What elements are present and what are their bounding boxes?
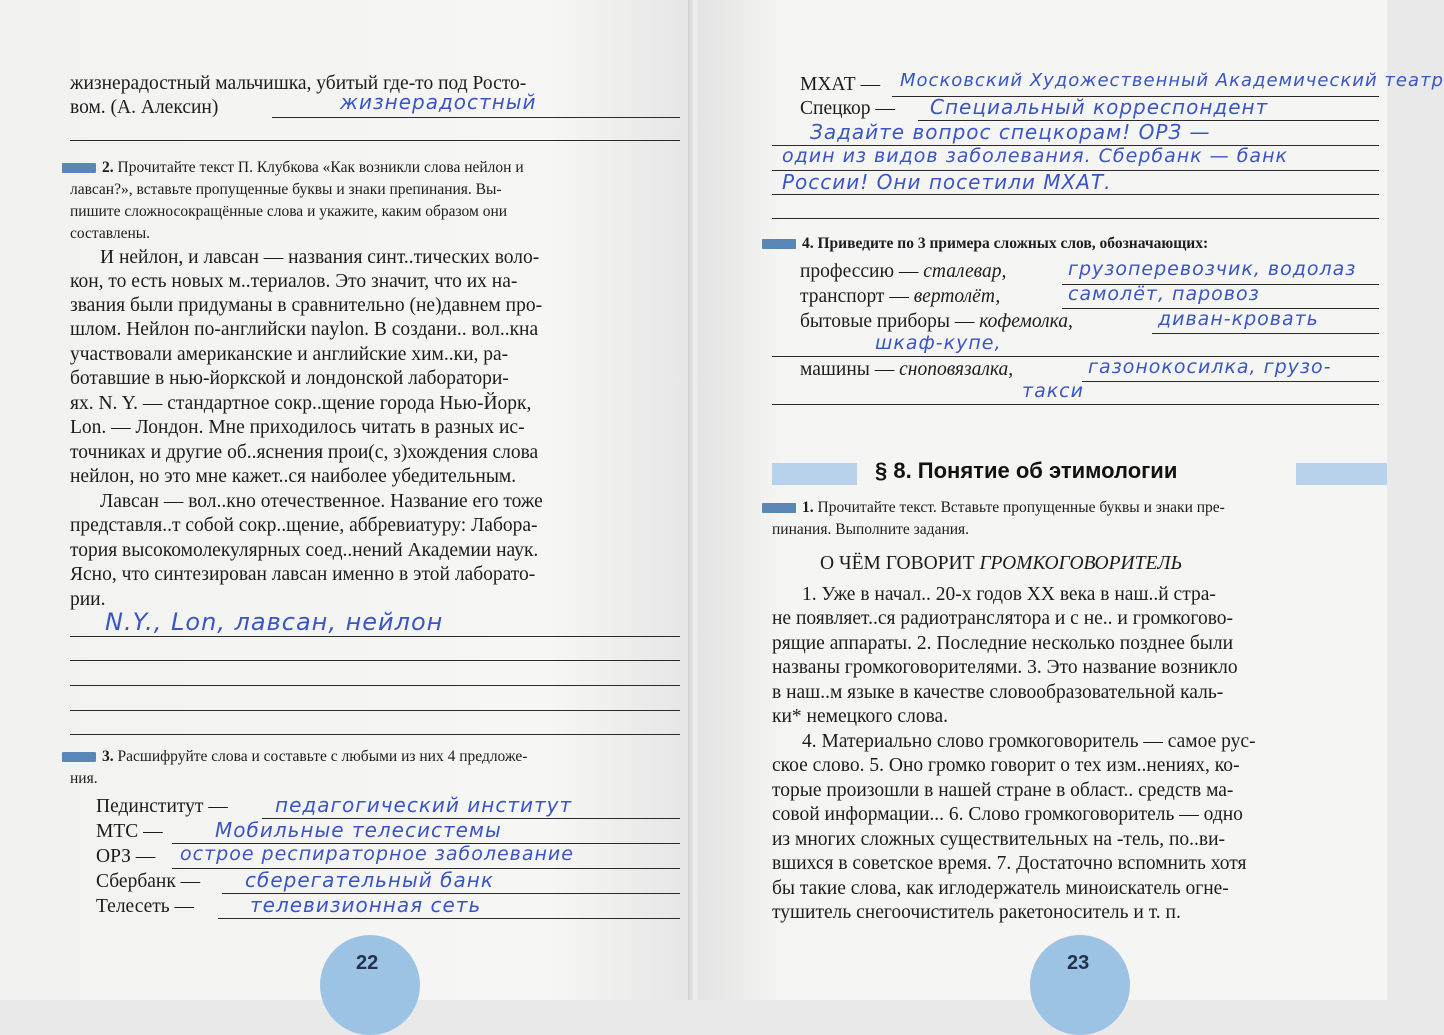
- answer-line: [772, 218, 1379, 219]
- text-line: кон, то есть новых м..териалов. Это значит, что их на-: [70, 271, 518, 292]
- page-number: 22: [356, 952, 379, 974]
- text-line: торые произошли в нашей стране в област.. средств ма-: [772, 780, 1234, 801]
- answer-line: [218, 918, 680, 919]
- task4-item: [800, 260, 1006, 285]
- text-line: звания были придуманы в сравнительно (не)давнем про-: [70, 295, 543, 316]
- answer-line: [70, 660, 680, 661]
- text-line: точниках и другие об..яснения прои(с, з)хождения слова: [70, 442, 539, 463]
- text-line: названы громкоговорителями. 3. Это название возникло: [772, 657, 1238, 678]
- text-line: ботавшие в нью-йоркской и лондонской лаборатори-: [70, 368, 509, 389]
- text-line: нейлон, но это мне кажет..ся наиболее убедительным.: [70, 466, 517, 487]
- text-line: тория высокомолекулярных соед..нений Академии наук.: [70, 540, 539, 561]
- task-text: составлены.: [70, 225, 151, 242]
- text-line: не появляет..ся радиотранслятора и с не.. и громкогово-: [772, 608, 1234, 629]
- task-text: лавсан?», вставьте пропущенные буквы и знаки препинания. Вы-: [70, 181, 502, 198]
- handwritten-answer: грузоперевозчик, водолаз: [1068, 258, 1357, 280]
- intro-line: вом. (А. Алексин): [70, 97, 219, 118]
- task-marker: [762, 239, 796, 249]
- task-text: пишите сложносокращённые слова и укажите, каким образом они: [70, 203, 508, 220]
- task-text: Расшифруйте слова и составьте с любыми из них 4 предложе-: [117, 748, 528, 765]
- text-line: рии.: [70, 589, 106, 610]
- answer-line: [70, 710, 680, 711]
- item-example: сталевар,: [923, 261, 1007, 282]
- text-line: совой информации... 6. Слово громкоговоритель — одно: [772, 804, 1243, 825]
- section-bar-left: [772, 463, 857, 485]
- handwritten-answer: России! Они посетили МХАТ.: [782, 170, 1112, 194]
- abbr-term: Телесеть —: [96, 896, 195, 917]
- abbr-term: ОРЗ —: [96, 846, 156, 867]
- item-example: вертолёт,: [913, 286, 1001, 307]
- page-number-circle: [1030, 935, 1130, 1035]
- text-title-italic: ГРОМКОГОВОРИТЕЛЬ: [979, 553, 1183, 574]
- text-line: в наш..м языке в качестве словообразовательной каль-: [772, 682, 1224, 703]
- answer-line: [1152, 333, 1379, 334]
- task-text: Приведите по 3 примера сложных слов, обозначающих:: [817, 235, 1209, 252]
- task3-heading: [62, 746, 527, 768]
- answer-line: [272, 117, 680, 118]
- answer-line: [70, 140, 680, 141]
- handwritten-answer: телевизионная сеть: [250, 893, 482, 917]
- task-text: Прочитайте текст. Вставьте пропущенные буквы и знаки пре-: [817, 499, 1225, 516]
- task-text: Прочитайте текст П. Клубкова «Как возникли слова нейлон и: [117, 159, 524, 176]
- task-marker: [62, 752, 96, 762]
- abbr-term: МТС —: [96, 821, 163, 842]
- task-number: 2.: [102, 159, 114, 176]
- text-line: вшихся в советское время. 7. Достаточно вспомнить хотя: [772, 853, 1247, 874]
- text-line: И нейлон, и лавсан — названия синт..тических воло-: [100, 247, 540, 268]
- handwritten-answer: сберегательный банк: [245, 868, 494, 892]
- handwritten-answer: один из видов заболевания. Сбербанк — банк: [782, 145, 1288, 167]
- handwritten-answer: Московский Художественный Академический театр: [900, 70, 1444, 91]
- answer-line: [772, 194, 1379, 195]
- item-label: машины —: [800, 359, 900, 380]
- text-line: участвовали американские и английские хим..ки, ра-: [70, 344, 509, 365]
- handwritten-answer: острое респираторное заболевание: [180, 843, 574, 865]
- handwritten-answer: N.Y., Lon, лавсан, нейлон: [105, 608, 444, 636]
- handwritten-answer: жизнерадостный: [340, 90, 537, 114]
- handwritten-answer: Специальный корреспондент: [930, 95, 1269, 119]
- item-label: профессию —: [800, 261, 924, 282]
- item-label: бытовые приборы —: [800, 311, 980, 332]
- section-bar-right: [1296, 463, 1387, 485]
- text-line: Лавсан — вол..кно отечественное. Название его тоже: [100, 491, 543, 512]
- task-number: 1.: [802, 499, 814, 516]
- answer-line: [70, 734, 680, 735]
- item-example: кофемолка,: [979, 311, 1073, 332]
- section-title: § 8. Понятие об этимологии: [875, 458, 1178, 483]
- text-title-plain: О ЧЁМ ГОВОРИТ: [820, 553, 980, 574]
- page-number-circle: [320, 935, 420, 1035]
- handwritten-answer: шкаф-купе,: [875, 332, 1002, 354]
- left-page: [0, 0, 690, 1000]
- task4-item: [800, 358, 1013, 383]
- handwritten-answer: Задайте вопрос спецкорам! ОРЗ —: [810, 120, 1211, 144]
- text-line: тушитель снегоочиститель ракетоноситель и т. п.: [772, 902, 1181, 923]
- item-example: сноповязалка,: [899, 359, 1014, 380]
- task-number: 3.: [102, 748, 114, 765]
- text-title: [820, 552, 1182, 577]
- task4-heading: [762, 233, 1208, 255]
- handwritten-answer: газонокосилка, грузо-: [1088, 356, 1332, 378]
- task-text: ния.: [70, 770, 98, 787]
- handwritten-answer: такси: [1022, 380, 1084, 402]
- text-line: ки* немецкого слова.: [772, 706, 949, 727]
- page-number: 23: [1067, 952, 1090, 974]
- text-line: из многих сложных существительных на -тель, по..ви-: [772, 829, 1226, 850]
- task2-heading: [62, 157, 524, 179]
- text-line: представля..т собой сокр..щение, аббревиатуру: Лабора-: [70, 515, 538, 536]
- item-label: транспорт —: [800, 286, 914, 307]
- task-number: 4.: [802, 235, 814, 252]
- task4-item: [800, 310, 1073, 335]
- right-page: [700, 0, 1444, 1000]
- task-text: пинания. Выполните задания.: [772, 521, 970, 538]
- task1-heading: [762, 497, 1225, 519]
- handwritten-answer: самолёт, паровоз: [1068, 283, 1260, 305]
- task-marker: [62, 163, 96, 173]
- intro-line: жизнерадостный мальчишка, убитый где-то под Росто-: [70, 73, 527, 94]
- abbr-term: Сбербанк —: [96, 871, 201, 892]
- text-line: бы такие слова, как иглодержатель миноискатель огне-: [772, 878, 1229, 899]
- handwritten-answer: диван-кровать: [1158, 308, 1319, 330]
- text-line: ях. N. Y. — стандартное сокр..щение города Нью-Йорк,: [70, 393, 532, 414]
- text-line: ское слово. 5. Оно громко говорит о тех изм..нениях, ко-: [772, 755, 1240, 776]
- task-marker: [762, 503, 796, 513]
- text-line: 1. Уже в начал.. 20-х годов XX века в наш..й стра-: [802, 584, 1216, 605]
- answer-line: [70, 636, 680, 637]
- handwritten-answer: Мобильные телесистемы: [215, 818, 502, 842]
- task4-item: [800, 285, 1000, 310]
- abbr-term: Спецкор —: [800, 98, 895, 119]
- abbr-term: Пединститут —: [96, 796, 228, 817]
- text-line: Lon. — Лондон. Мне приходилось читать в разных ис-: [70, 417, 525, 438]
- text-line: рящие аппараты. 2. Последние несколько позднее были: [772, 633, 1234, 654]
- text-line: 4. Материально слово громкоговоритель — самое рус-: [802, 731, 1256, 752]
- handwritten-answer: педагогический институт: [275, 793, 573, 817]
- answer-line: [70, 685, 680, 686]
- abbr-term: МХАТ —: [800, 74, 881, 95]
- text-line: шлом. Нейлон по-английски naylon. В создани.. вол..кна: [70, 319, 539, 340]
- answer-line: [772, 404, 1379, 405]
- text-line: Ясно, что синтезирован лавсан именно в этой лаборато-: [70, 564, 536, 585]
- answer-line: [1082, 381, 1379, 382]
